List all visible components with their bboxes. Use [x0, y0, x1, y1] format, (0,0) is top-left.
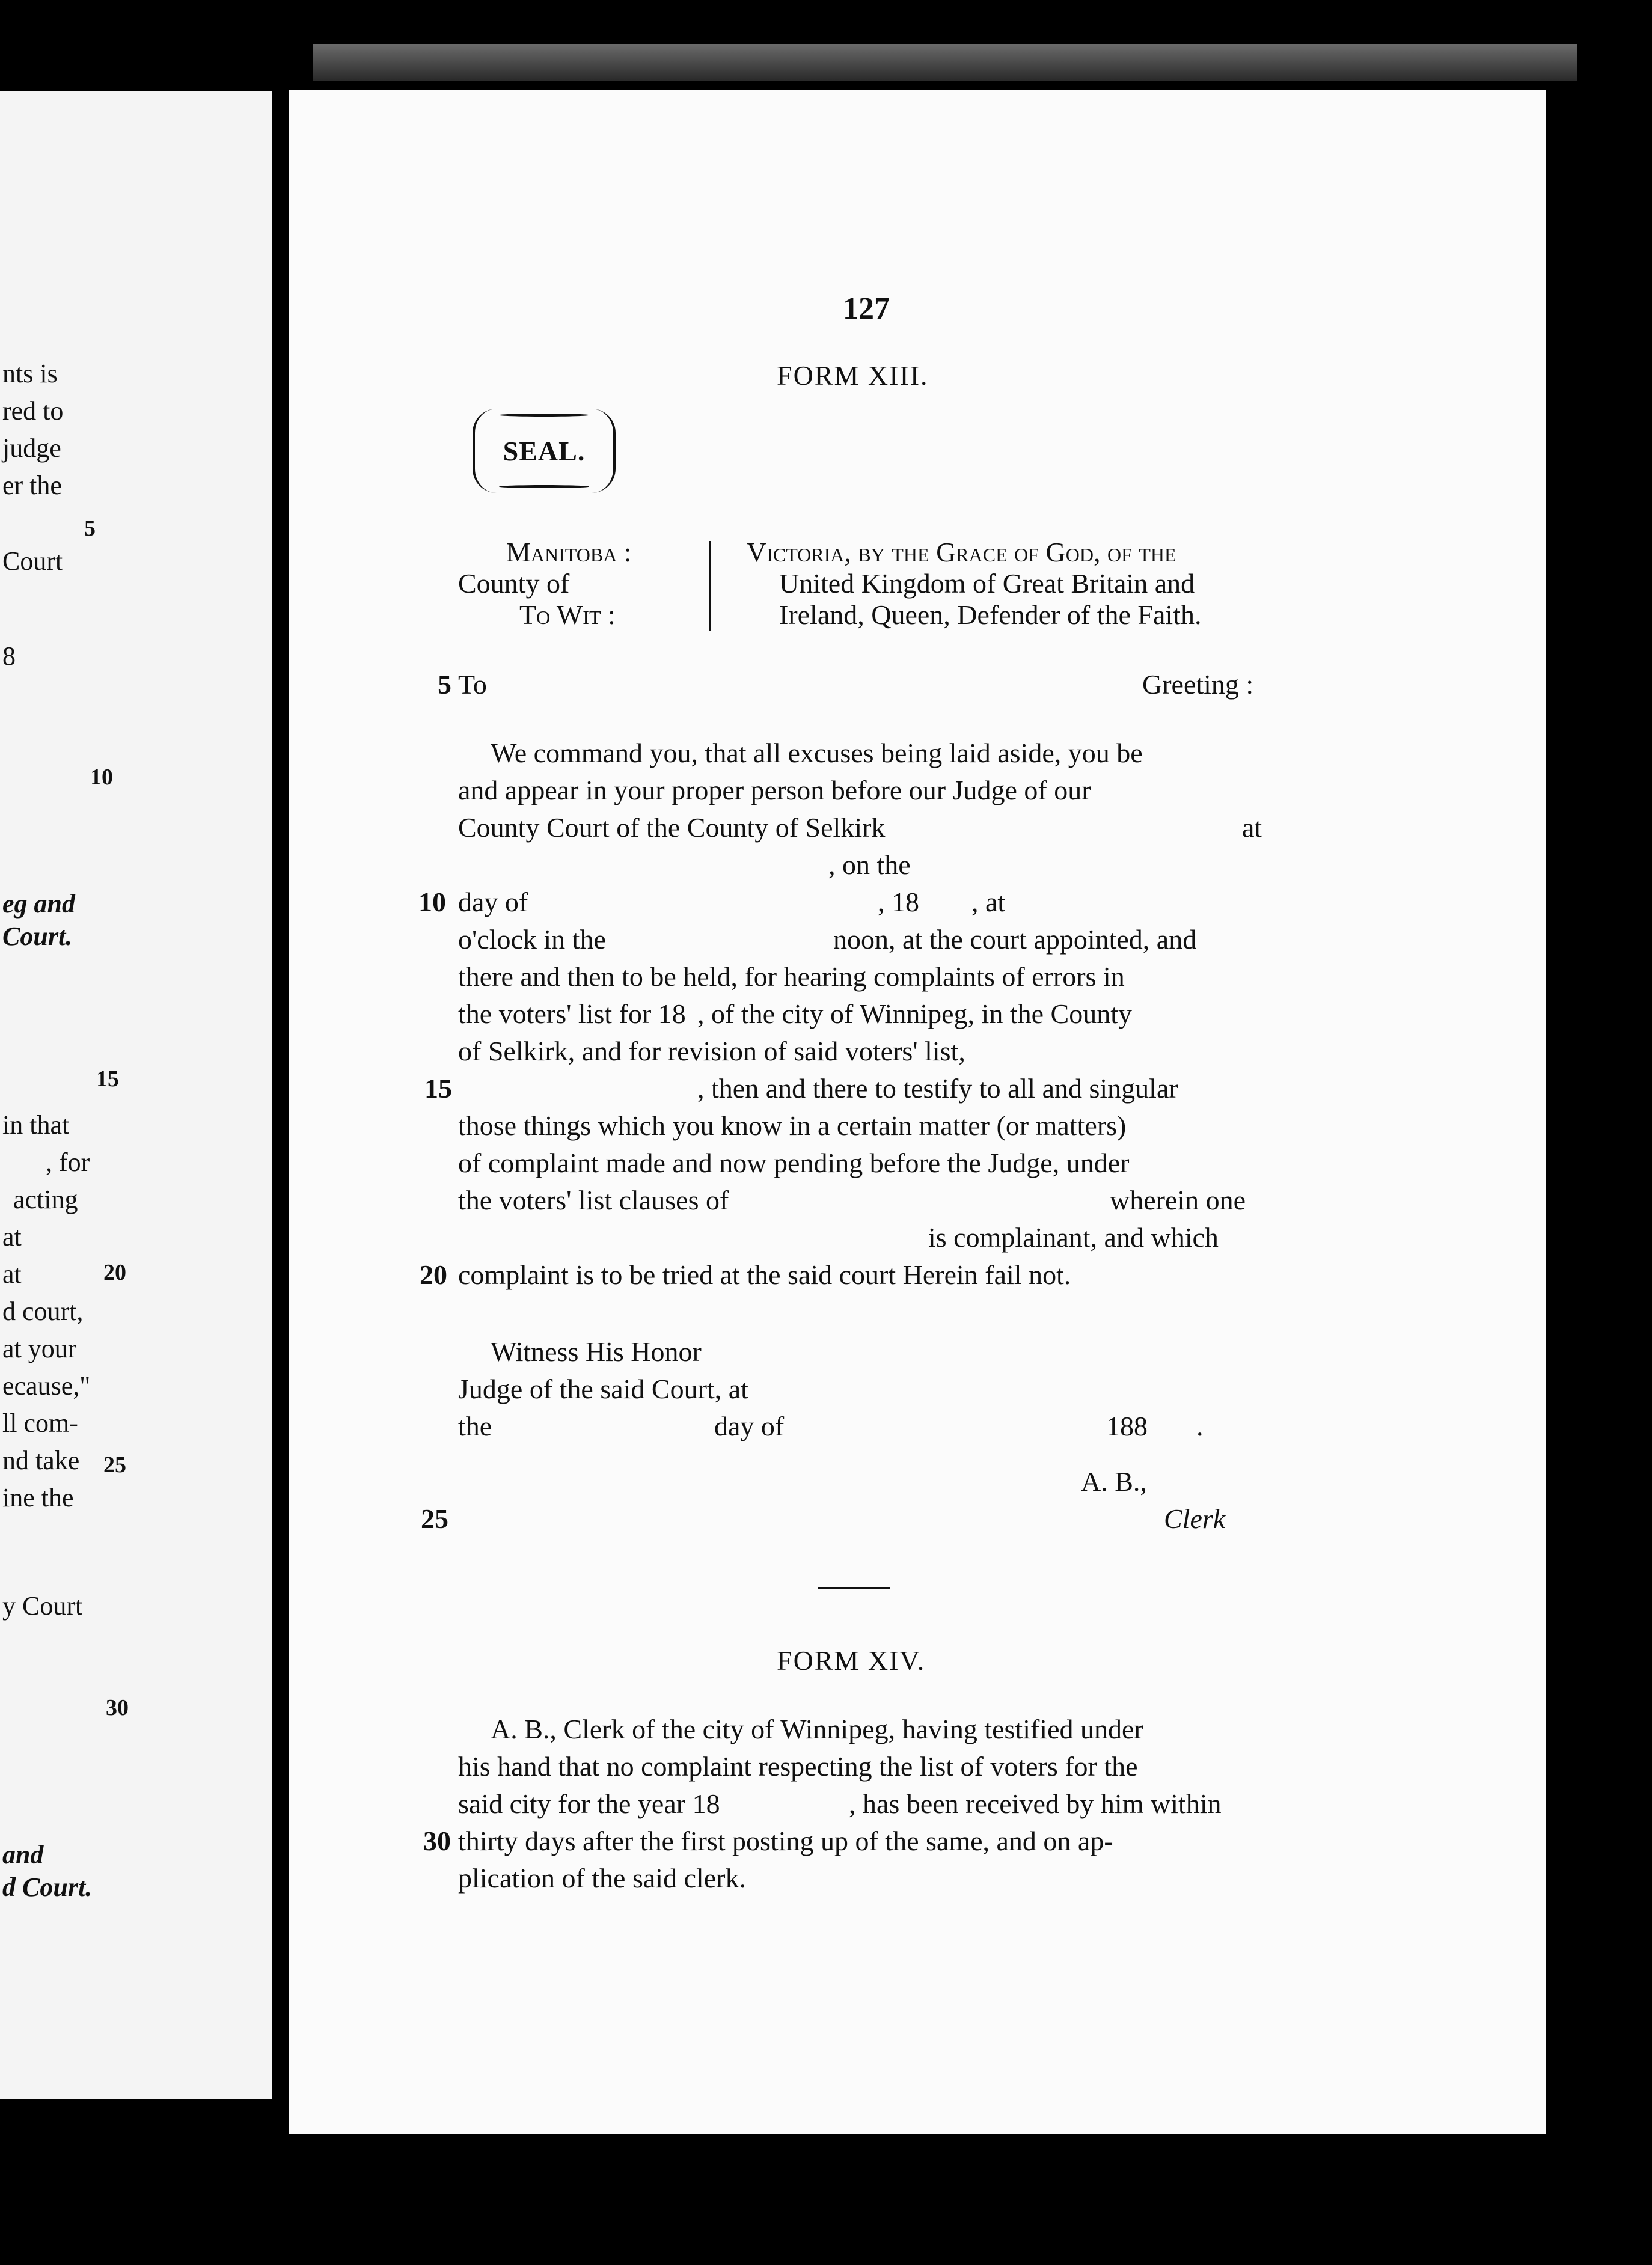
body-line: thirty days after the first posting up of the same, and on ap- — [458, 1826, 1113, 1856]
witness-line: Witness His Honor — [491, 1336, 702, 1367]
witness-line: . — [1196, 1411, 1204, 1441]
venue-line: To Wit : — [519, 599, 616, 630]
body-line: , then and there to testify to all and singular — [697, 1073, 1178, 1104]
left-fragment: y Court — [2, 1591, 83, 1621]
body-line: , of the city of Winnipeg, in the County — [697, 998, 1132, 1029]
left-fragment: in that — [2, 1110, 70, 1140]
witness-line: Judge of the said Court, at — [458, 1374, 748, 1404]
body-line: , 18 — [878, 887, 919, 917]
left-fragment: nts is — [2, 359, 58, 388]
left-fragment: judge — [2, 433, 61, 463]
left-line-number: 30 — [106, 1695, 129, 1720]
body-line: day of — [458, 887, 528, 917]
body-line: his hand that no complaint respecting the list of voters for the — [458, 1751, 1138, 1782]
left-line-number: 10 — [90, 765, 113, 790]
body-line: complaint is to be tried at the said court Herein fail not. — [458, 1259, 1071, 1290]
body-line: and appear in your proper person before our Judge of our — [458, 775, 1091, 805]
body-line: County Court of the County of Selkirk — [458, 812, 886, 843]
left-fragment: , for — [46, 1148, 90, 1177]
body-line: We command you, that all excuses being laid aside, you be — [491, 738, 1143, 768]
left-fragment: Court. — [2, 922, 73, 951]
left-fragment: at your — [2, 1334, 77, 1363]
to-label: To — [458, 669, 487, 700]
body-line: , has been received by him within — [849, 1788, 1222, 1819]
left-line-number: 20 — [103, 1260, 126, 1285]
left-fragment: red to — [2, 396, 64, 426]
venue-line: County of — [458, 568, 570, 599]
witness-line: the — [458, 1411, 492, 1441]
left-fragment: Court — [2, 546, 63, 576]
body-line: the voters' list for 18 — [458, 998, 686, 1029]
seal-label: SEAL. — [503, 435, 586, 466]
crown-line: United Kingdom of Great Britain and — [779, 568, 1195, 599]
left-fragment: at — [2, 1222, 22, 1252]
left-fragment: ll com- — [2, 1408, 78, 1438]
crown-line: Ireland, Queen, Defender of the Faith. — [779, 599, 1202, 630]
body-line: , at — [971, 887, 1006, 917]
line-number: 25 — [421, 1503, 448, 1534]
body-line: A. B., Clerk of the city of Winnipeg, having testified under — [491, 1714, 1143, 1744]
left-fragment: d Court. — [2, 1872, 93, 1902]
body-line: there and then to be held, for hearing complaints of errors in — [458, 961, 1125, 992]
line-number: 20 — [420, 1259, 447, 1290]
left-fragment: 8 — [2, 641, 16, 671]
body-line: , on the — [828, 849, 911, 880]
greeting-label: Greeting : — [1142, 669, 1254, 700]
body-line: wherein one — [1110, 1185, 1246, 1215]
venue-brace — [709, 541, 721, 631]
crown-line: Victoria, by the Grace of God, of the — [747, 537, 1176, 567]
left-line-number: 15 — [96, 1066, 119, 1092]
body-line: of complaint made and now pending before the Judge, under — [458, 1148, 1130, 1178]
section-divider — [818, 1587, 890, 1589]
line-number: 15 — [424, 1073, 452, 1104]
page-number: 127 — [843, 292, 890, 326]
left-fragment: nd take — [2, 1446, 80, 1475]
left-fragment: ecause," — [2, 1371, 91, 1401]
body-line: said city for the year 18 — [458, 1788, 720, 1819]
left-fragment: acting — [13, 1185, 78, 1214]
body-line: plication of the said clerk. — [458, 1863, 747, 1894]
left-line-number: 5 — [84, 516, 96, 541]
left-fragment: and — [2, 1840, 44, 1869]
left-fragment: er the — [2, 471, 62, 500]
left-line-number: 25 — [103, 1452, 126, 1478]
body-line: of Selkirk, and for revision of said voters' list, — [458, 1036, 965, 1066]
form-xiii-heading: FORM XIII. — [777, 360, 929, 391]
seal-box — [473, 409, 616, 493]
left-facing-page — [0, 91, 272, 2099]
line-number: 10 — [418, 887, 446, 917]
left-fragment: eg and — [2, 889, 75, 919]
book-edge — [313, 44, 1577, 81]
witness-line: day of — [714, 1411, 785, 1441]
form-xiv-heading: FORM XIV. — [777, 1645, 926, 1676]
main-page — [289, 90, 1546, 2134]
left-fragment: ine the — [2, 1483, 74, 1512]
left-fragment: d court, — [2, 1297, 84, 1326]
body-line: at — [1242, 812, 1262, 843]
body-line: is complainant, and which — [928, 1222, 1219, 1253]
body-line: the voters' list clauses of — [458, 1185, 729, 1215]
signature: A. B., — [1081, 1466, 1147, 1497]
line-number: 5 — [438, 669, 451, 700]
body-line: o'clock in the — [458, 924, 606, 955]
left-fragment: at — [2, 1259, 22, 1289]
witness-line: 188 — [1106, 1411, 1148, 1441]
clerk-title: Clerk — [1164, 1503, 1226, 1534]
body-line: noon, at the court appointed, and — [833, 924, 1197, 955]
venue-line: Manitoba : — [506, 537, 632, 567]
body-line: those things which you know in a certain matter (or matters) — [458, 1110, 1127, 1141]
line-number: 30 — [423, 1826, 451, 1856]
